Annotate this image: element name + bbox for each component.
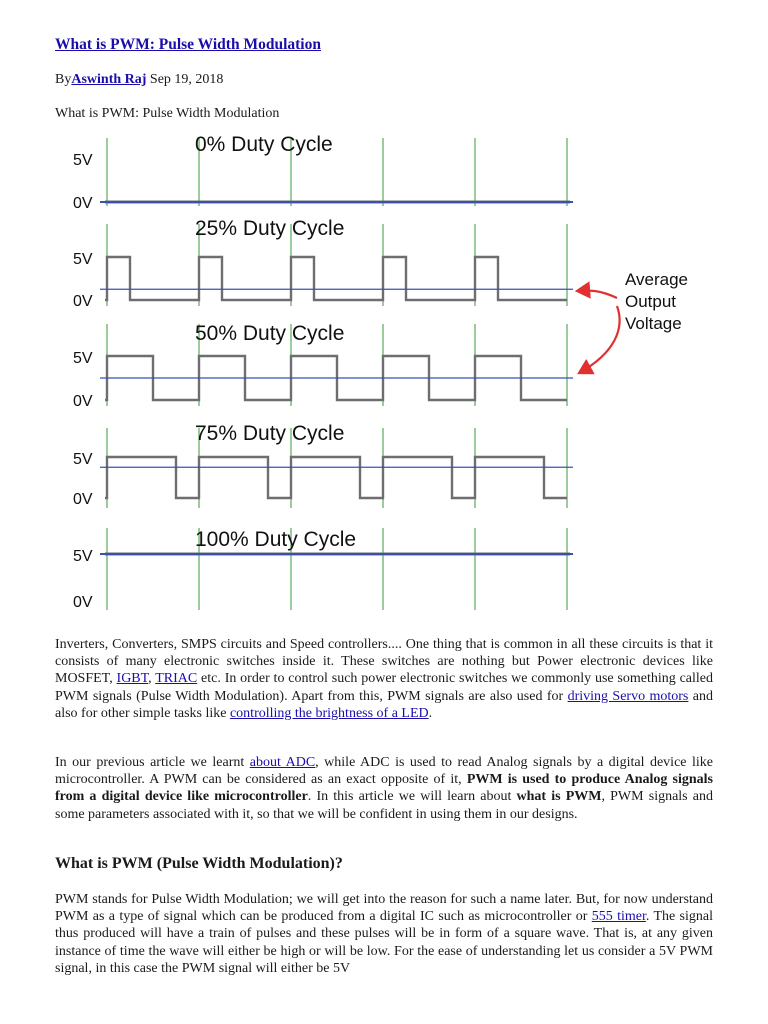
annotation-line-2: Output bbox=[625, 292, 677, 311]
low-voltage-label: 0V bbox=[73, 491, 93, 508]
author-link[interactable]: Aswinth Raj bbox=[71, 72, 147, 87]
servo-motors-link[interactable]: driving Servo motors bbox=[567, 688, 689, 704]
triac-link[interactable]: TRIAC bbox=[155, 671, 198, 687]
duty-cycle-panel bbox=[73, 422, 573, 508]
intro-paragraph bbox=[55, 636, 713, 722]
low-voltage-label: 0V bbox=[73, 594, 93, 611]
panel-title: 100% Duty Cycle bbox=[195, 528, 357, 551]
low-voltage-label: 0V bbox=[73, 393, 93, 410]
low-voltage-label: 0V bbox=[73, 195, 93, 212]
p2-bold-1: PWM is used to produce Analog signals from a digital device like microcontroller bbox=[55, 772, 713, 805]
p2-text-1: In our previous article we learnt bbox=[55, 755, 250, 770]
section-heading: What is PWM (Pulse Width Modulation)? bbox=[55, 855, 343, 872]
publish-date: Sep 19, 2018 bbox=[146, 72, 224, 87]
p1-text-5: . bbox=[428, 705, 433, 721]
p3-text-1: PWM stands for Pulse Width Modulation; we will get into the reason for such a name later. But, for now understand PWM as a type of signal which can be produced from a digital IC such as microcontroller or bbox=[55, 892, 713, 925]
adc-paragraph bbox=[55, 754, 713, 823]
p3-text-2: . The signal thus produced will have a train of pulses and these pulses will be in form of a square wave. That is, at any given instance of time the wave will either be high or will be low. For the ease of understanding let us consider a 5V PWM signal, in this case the PWM signal will either be 5V bbox=[55, 909, 713, 976]
high-voltage-label: 5V bbox=[73, 548, 93, 565]
low-voltage-label: 0V bbox=[73, 293, 93, 310]
p1-text-4: and also for other simple tasks like bbox=[55, 688, 714, 721]
high-voltage-label: 5V bbox=[73, 350, 93, 367]
panel-title: 25% Duty Cycle bbox=[195, 217, 345, 240]
duty-cycle-panel bbox=[73, 528, 573, 611]
pwm-signal bbox=[105, 457, 567, 498]
led-brightness-link[interactable]: controlling the brightness of a LED bbox=[229, 705, 429, 721]
p1-text-3: etc. In order to control such power electronic switches we commonly use something called PWM signals (Pulse Width Modulation). Apart from this, PWM signals are also used for bbox=[55, 671, 714, 704]
annotation-line-3: Voltage bbox=[625, 314, 682, 333]
p2-text-4: , PWM signals and some parameters associated with it, so that we will be confident in using them in our designs. bbox=[55, 789, 713, 822]
arrow-to-50-percent bbox=[579, 306, 620, 373]
byline bbox=[55, 72, 223, 88]
pwm-signal bbox=[105, 257, 567, 300]
igbt-link[interactable]: IGBT bbox=[116, 671, 149, 687]
article-title-link[interactable]: What is PWM: Pulse Width Modulation bbox=[55, 36, 321, 53]
annotation-line-1: Average bbox=[625, 270, 689, 289]
arrow-to-25-percent bbox=[577, 291, 617, 298]
p1-text-1: Inverters, Converters, SMPS circuits and Speed controllers.... One thing that is common in all these circuits is that it consists of many electronic switches inside it. These switches are nothing but Power electronic devices like MOSFET, bbox=[55, 637, 713, 687]
p2-text-3: . In this article we will learn about bbox=[307, 789, 517, 805]
definition-paragraph bbox=[55, 891, 713, 977]
high-voltage-label: 5V bbox=[73, 251, 93, 268]
duty-cycle-panel bbox=[73, 322, 573, 410]
byline-prefix: By bbox=[55, 72, 72, 87]
pwm-diagram bbox=[55, 128, 715, 618]
figure-caption: What is PWM: Pulse Width Modulation bbox=[55, 106, 280, 121]
555-timer-link[interactable]: 555 timer bbox=[591, 909, 646, 925]
p2-text-2: , while ADC is used to read Analog signals by a digital device like microcontroller. A PWM can be considered as an exact opposite of it, bbox=[55, 755, 713, 788]
duty-cycle-panel bbox=[73, 217, 573, 310]
p2-bold-2: what is PWM bbox=[516, 789, 602, 805]
high-voltage-label: 5V bbox=[73, 152, 93, 169]
average-output-voltage-annotation bbox=[577, 270, 688, 373]
p1-text-2: , bbox=[148, 671, 156, 687]
duty-cycle-panel bbox=[73, 133, 573, 212]
panel-title: 50% Duty Cycle bbox=[195, 322, 345, 345]
adc-link[interactable]: about ADC bbox=[249, 755, 316, 770]
high-voltage-label: 5V bbox=[73, 451, 93, 468]
pwm-duty-cycle-figure bbox=[55, 128, 715, 618]
panel-title: 0% Duty Cycle bbox=[195, 133, 333, 156]
panel-title: 75% Duty Cycle bbox=[195, 422, 345, 445]
